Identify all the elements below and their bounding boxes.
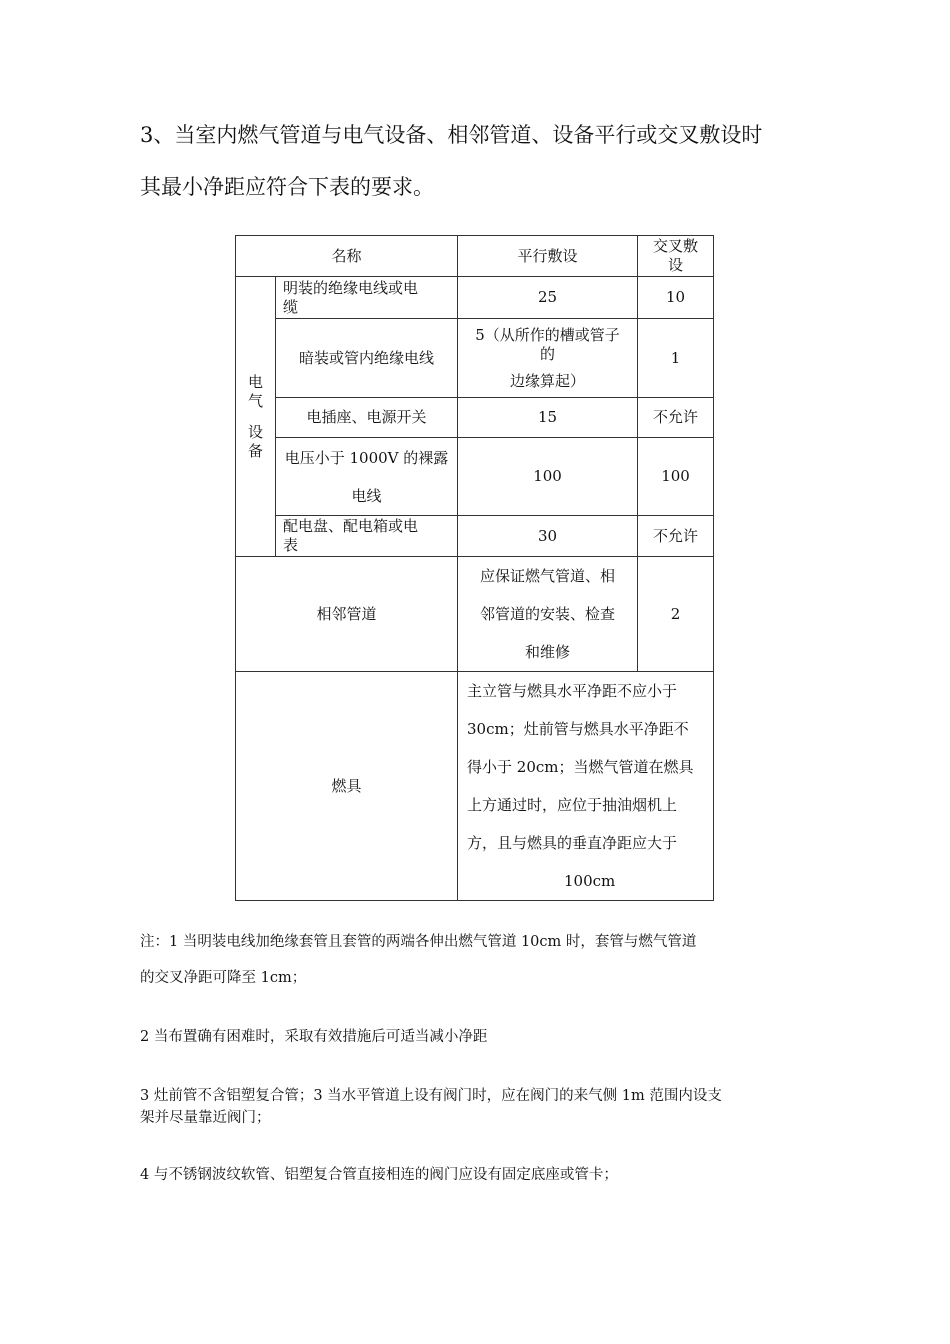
burner-desc-line: 方，且与燃具的垂直净距应大于 [467, 834, 678, 852]
adjacent-cross: 2 [638, 557, 714, 672]
header-parallel: 平行敷设 [458, 236, 638, 277]
row-cross: 10 [638, 277, 714, 319]
burner-name: 燃具 [236, 672, 458, 901]
table-row [236, 398, 714, 438]
row-parallel [458, 319, 638, 398]
electric-category-cell [236, 277, 276, 557]
burner-desc-line: 上方通过时，应位于抽油烟机上 [467, 796, 678, 814]
row-name-line: 缆 [283, 297, 299, 316]
header-cross-line1: 交叉敷 [653, 237, 699, 255]
adjacent-parallel [458, 557, 638, 672]
row-name-line: 电压小于 1000V 的裸露 [284, 448, 449, 467]
table-row [236, 438, 714, 516]
row-cross: 1 [638, 319, 714, 398]
header-name: 名称 [236, 236, 458, 277]
row-parallel-line: 的 [540, 344, 556, 363]
row-parallel-line: 5（从所作的槽或管子 [475, 325, 620, 344]
category-char: 电 [247, 372, 263, 391]
header-cross-line2: 设 [668, 256, 684, 274]
note-3 [140, 1085, 820, 1129]
row-name: 电插座、电源开关 [276, 398, 458, 438]
note-3-line-1: 3 灶前管不含铝塑复合管；3 当水平管道上设有阀门时，应在阀门的来气侧 1m 范围内设支 [140, 1088, 722, 1104]
table-row [236, 277, 714, 319]
row-name [276, 438, 458, 516]
row-name-line: 明装的绝缘电线或电 [283, 278, 419, 297]
note-3-line-2: 架并尽量靠近阀门； [140, 1110, 271, 1126]
row-cross: 不允许 [638, 516, 714, 557]
row-parallel: 15 [458, 398, 638, 438]
burner-desc-line: 30cm；灶前管与燃具水平净距不 [467, 720, 689, 738]
adjacent-name: 相邻管道 [236, 557, 458, 672]
row-cross: 100 [638, 438, 714, 516]
clearance-table [235, 235, 714, 901]
table-row [236, 319, 714, 398]
row-name-line: 配电盘、配电箱或电 [283, 517, 419, 535]
note-1-line-2: 的交叉净距可降至 1cm； [140, 970, 307, 986]
row-name [276, 516, 458, 557]
category-char: 备 [247, 441, 263, 460]
heading-line-2: 其最小净距应符合下表的要求。 [140, 175, 434, 199]
table-header-row [236, 236, 714, 277]
note-2: 2 当布置确有困难时，采取有效措施后可适当减小净距 [140, 1029, 488, 1045]
table-row [236, 557, 714, 672]
row-name-line: 表 [283, 536, 299, 554]
row-parallel: 25 [458, 277, 638, 319]
burner-desc-line: 得小于 20cm；当燃气管道在燃具 [467, 758, 694, 776]
row-cross: 不允许 [638, 398, 714, 438]
note-4: 4 与不锈钢波纹软管、铝塑复合管直接相连的阀门应设有固定底座或管卡； [140, 1167, 618, 1183]
adjacent-parallel-line: 和维修 [525, 643, 571, 661]
burner-desc-line: 主立管与燃具水平净距不应小于 [467, 682, 678, 700]
header-cross [638, 236, 714, 277]
table-row [236, 516, 714, 557]
category-char: 设 [247, 422, 263, 441]
adjacent-parallel-line: 应保证燃气管道、相 [480, 567, 616, 585]
row-name-line: 电线 [351, 486, 382, 505]
table-row [236, 672, 714, 901]
category-char: 气 [247, 391, 263, 410]
row-name: 暗装或管内绝缘电线 [276, 319, 458, 398]
heading-line-1: 3、当室内燃气管道与电气设备、相邻管道、设备平行或交叉敷设时 [140, 123, 763, 147]
adjacent-parallel-line: 邻管道的安装、检查 [480, 605, 616, 623]
burner-desc [458, 672, 714, 901]
row-parallel: 30 [458, 516, 638, 557]
row-parallel: 100 [458, 438, 638, 516]
row-name [276, 277, 458, 319]
row-parallel-line: 边缘算起） [510, 371, 586, 390]
burner-desc-line: 100cm [564, 872, 616, 890]
note-1-line-1: 注：1 当明装电线加绝缘套管且套管的两端各伸出燃气管道 10cm 时，套管与燃气管道 [140, 934, 697, 950]
